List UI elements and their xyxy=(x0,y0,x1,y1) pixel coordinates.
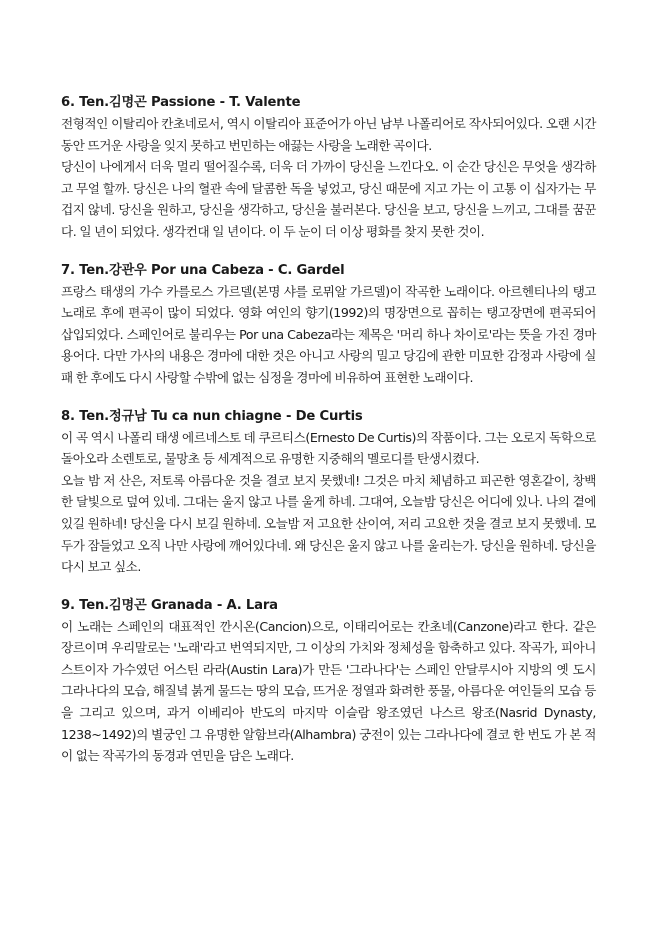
section-paragraph: 전형적인 이탈리아 칸초네로서, 역시 이탈리아 표준어가 아닌 남부 나폴리어로 작사되어있다. 오랜 시간동안 뜨거운 사랑을 잊지 못하고 번민하는 애끓는 사랑을 노래한 곡이다. xyxy=(61,116,596,153)
section-heading: 9. Ten.김명곤 Granada - A. Lara xyxy=(61,597,278,613)
section-heading: 8. Ten.정규남 Tu ca nun chiagne - De Curtis xyxy=(61,408,363,424)
section-paragraph: 프랑스 태생의 가수 카를로스 가르델(본명 샤를 로뮈알 가르델)이 작곡한 노래이다. 아르헨티나의 탱고 노래로 후에 편곡이 많이 되었다. 영화 여인의 향기(1992)의 명장면으로 꼽히는 탱고장면에 편곡되어 삽입되었다. 스페인어로 불리우는 Por una Cabeza라는 제목은 '머리 하나 차이로'라는 뜻을 가진 경마 용어다. 다만 가사의 내용은 경마에 대한 것은 아니고 사랑의 밀고 당김에 관한 미묘한 감정과 사랑에 실패 한 후에도 다시 사랑할 수밖에 없는 심정을 경마에 비유하여 표현한 노래이다. xyxy=(61,283,596,385)
section-paragraph: 이 곡 역시 나폴리 태생 에르네스토 데 쿠르티스(Ernesto De Curtis)의 작품이다. 그는 오로지 독학으로 돌아오라 소렌토로, 물망초 등 세계적으로 유명한 지중해의 멜로디를 탄생시켰다. xyxy=(61,429,596,467)
section-paragraph: 이 노래는 스페인의 대표적인 깐시온(Cancion)으로, 이태리어로는 칸초네(Canzone)라고 한다. 같은 장르이며 우리말로는 '노래'라고 번역되지만, 그 이상의 가치와 정체성을 함축하고 있다. 작곡가, 피아니스트이자 가수였던 어스틴 라라(Austin Lara)가 만든 '그라나다'는 스페인 안달루시아 지방의 옛 도시 그라나다의 모습, 해질녘 붉게 물드는 땅의 모습, 뜨거운 정열과 화려한 풍물, 아름다운 여인들의 모습 등을 그리고 있으며, 과거 이베리아 반도의 마지막 이슬람 왕조였던 나스르 왕조(Nasrid Dynasty, 1238~1492)의 별궁인 그 유명한 알함브라(Alhambra) 궁전이 있는 그라나다에 결코 한 번도 가 본 적이 없는 작곡가의 동경과 연민을 담은 노래다. xyxy=(61,618,596,764)
section-heading: 7. Ten.강관우 Por una Cabeza - C. Gardel xyxy=(61,262,345,278)
program-note-6 xyxy=(61,92,596,243)
program-note-8 xyxy=(61,406,596,578)
program-note-7 xyxy=(61,260,596,389)
section-paragraph: 오늘 밤 저 산은, 저토록 아름다운 것을 결코 보지 못했네! 그것은 마치 체념하고 피곤한 영혼같이, 창백한 달빛으로 덮여 있네. 그대는 울지 않고 나를 울게 하네. 그대여, 오늘밤 당신은 어디에 있나. 나의 곁에 있길 원하네! 당신을 다시 보길 원하네. 오늘밤 저 고요한 산이여, 저리 고요한 것을 결코 보지 못했네. 모두가 잠들었고 오직 나만 사랑에 깨어있다네. 왜 당신은 울지 않고 나를 울리는가. 당신을 원하네. 당신을 다시 보고 싶소. xyxy=(61,472,596,575)
section-paragraph: 당신이 나에게서 더욱 멀리 떨어질수록, 더욱 더 가까이 당신을 느낀다오. 이 순간 당신은 무엇을 생각하고 무얼 할까. 당신은 나의 혈관 속에 달콤한 독을 넣었고, 당신 때문에 지고 가는 이 고통 이 십자가는 무겁지 않네. 당신을 원하고, 당신을 생각하고, 당신을 불러본다. 당신을 보고, 당신을 느끼고, 그대를 꿈꾼다. 일 년이 되었다. 생각컨대 일 년이다. 이 두 눈이 더 이상 평화를 찾지 못한 것이. xyxy=(61,159,596,239)
program-note-9 xyxy=(61,595,596,767)
section-heading: 6. Ten.김명곤 Passione - T. Valente xyxy=(61,95,301,110)
